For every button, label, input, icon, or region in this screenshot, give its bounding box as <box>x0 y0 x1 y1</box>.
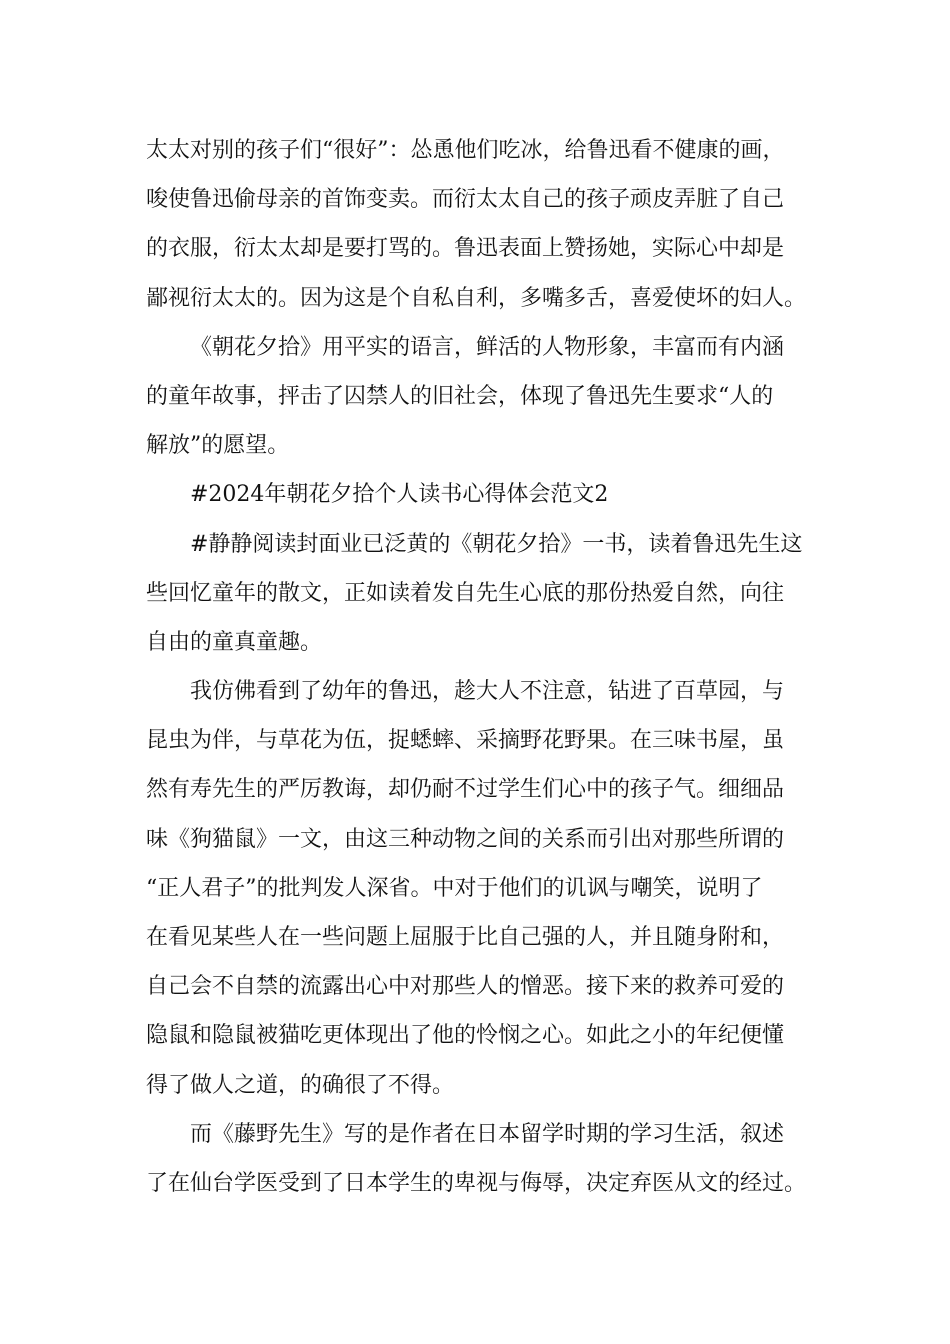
text-line: 而《藤野先生》写的是作者在日本留学时期的学习生活，叙述 <box>190 1121 785 1147</box>
text-line: 在看见某些人在一些问题上屈服于比自己强的人，并且随身附和， <box>146 925 785 950</box>
text-line: 解放”的愿望。 <box>146 433 290 459</box>
text-line: “正人君子”的批判发人深省。中对于他们的讥讽与嘲笑，说明了 <box>146 875 763 901</box>
text-line: 自己会不自禁的流露出心中对那些人的憎恶。接下来的救养可爱的 <box>146 974 785 1000</box>
section-heading: #2024年朝花夕拾个人读书心得体会范文2 <box>190 482 609 508</box>
text-line: 太太对别的孩子们“很好”：怂恿他们吃冰，给鲁迅看不健康的画， <box>146 138 785 163</box>
text-line: 些回忆童年的散文，正如读着发自先生心底的那份热爱自然，向往 <box>146 580 785 606</box>
text-line: 唆使鲁迅偷母亲的首饰变卖。而衍太太自己的孩子顽皮弄脏了自己 <box>146 187 785 213</box>
text-line: 了在仙台学医受到了日本学生的卑视与侮辱，决定弃医从文的经过。 <box>146 1170 807 1196</box>
text-line: 我仿佛看到了幼年的鲁迅，趁大人不注意，钻进了百草园，与 <box>190 679 785 705</box>
text-line: 隐鼠和隐鼠被猫吃更体现出了他的怜悯之心。如此之小的年纪便懂 <box>146 1023 785 1049</box>
text-line: 自由的童真童趣。 <box>146 629 323 655</box>
text-line: #静静阅读封面业已泛黄的《朝花夕拾》一书，读着鲁迅先生这 <box>190 531 803 557</box>
text-line: 味《狗猫鼠》一文，由这三种动物之间的关系而引出对那些所谓的 <box>146 826 785 852</box>
text-line: 昆虫为伴，与草花为伍，捉蟋蟀、采摘野花野果。在三味书屋，虽 <box>146 728 785 754</box>
text-line: 得了做人之道，的确很了不得。 <box>146 1072 455 1098</box>
text-line: 鄙视衍太太的。因为这是个自私自利，多嘴多舌，喜爱使坏的妇人。 <box>146 285 807 311</box>
text-line: 《朝花夕拾》用平实的语言，鲜活的人物形象，丰富而有内涵 <box>190 334 785 360</box>
text-line: 然有寿先生的严厉教诲，却仍耐不过学生们心中的孩子气。细细品 <box>146 777 785 803</box>
text-line: 的童年故事，抨击了囚禁人的旧社会，体现了鲁迅先生要求“人的 <box>146 383 774 409</box>
document-body <box>146 126 846 1208</box>
text-line: 的衣服，衍太太却是要打骂的。鲁迅表面上赞扬她，实际心中却是 <box>146 236 785 262</box>
